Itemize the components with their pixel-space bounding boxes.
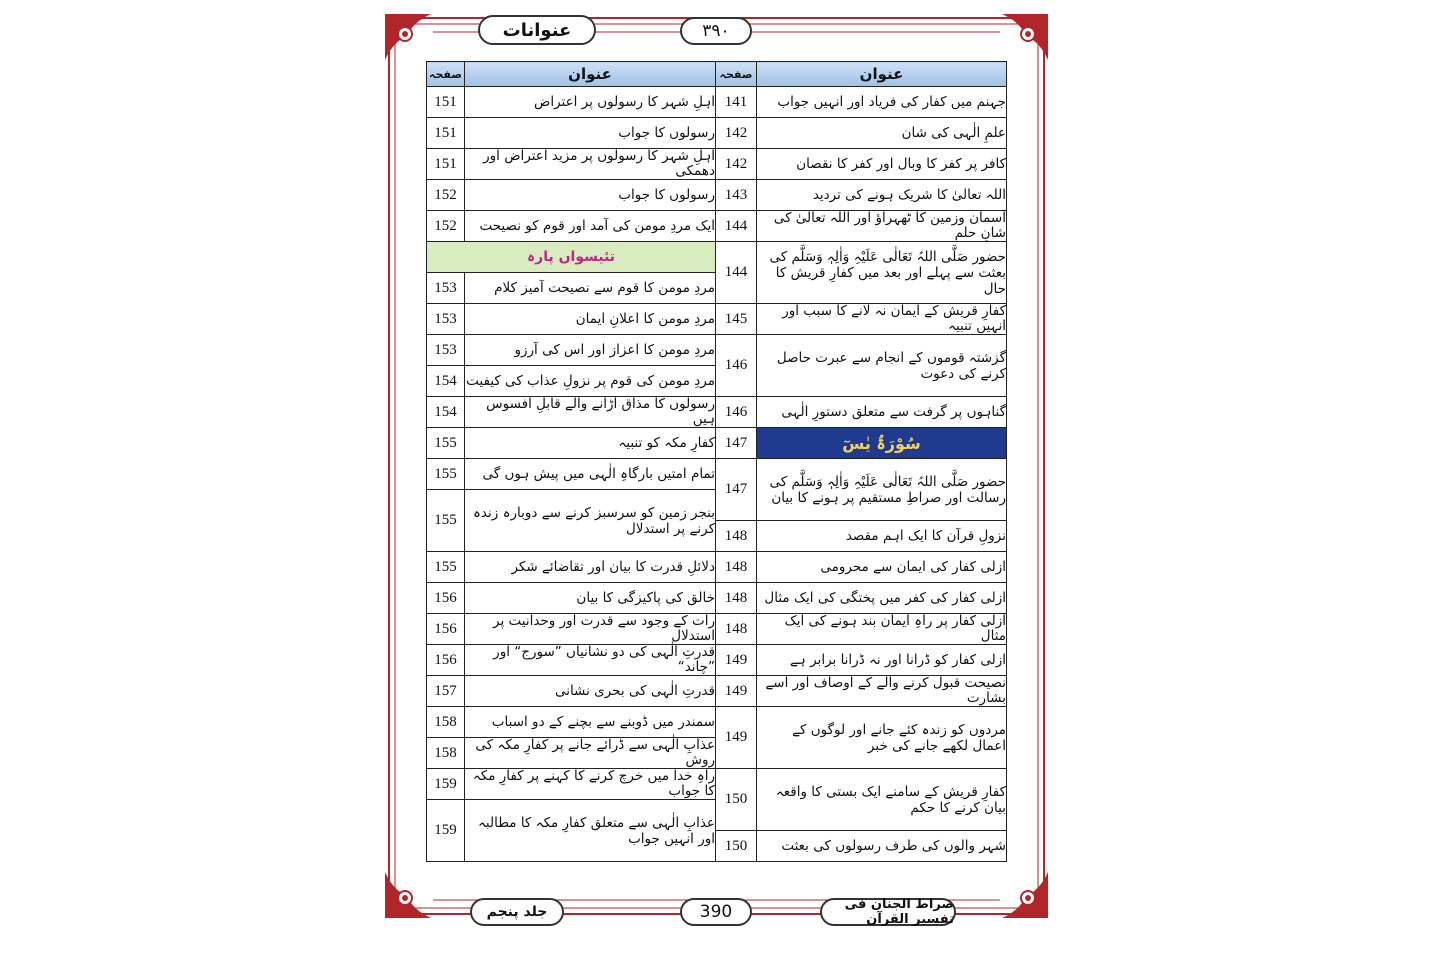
toc-page: 142 [716, 118, 757, 149]
toc-entry: گناہوں پر گرفت سے متعلق دستورِ الٰہی [757, 397, 1007, 428]
toc-entry: ایک مردِ مومن کی آمد اور قوم کو نصیحت [465, 211, 716, 242]
toc-page: 158 [427, 738, 465, 769]
toc-entry: اللہ تعالیٰ کا شریک ہونے کی تردید [757, 180, 1007, 211]
toc-page: 146 [716, 335, 757, 397]
toc-page: 145 [716, 304, 757, 335]
toc-entry: حضور صَلَّی اللہُ تَعَالٰی عَلَیْہِ وَاٰلِہٖ وَسَلَّم کی بعثت سے پہلے اور بعد میں کفارِ قریش کا حال [757, 242, 1007, 304]
corner-ornament-top-right [1002, 14, 1048, 60]
toc-page: 155 [427, 459, 465, 490]
toc-entry: ازلی کفار کو ڈرانا اور نہ ڈرانا برابر ہے [757, 645, 1007, 676]
toc-entry: سمندر میں ڈوبنے سے بچنے کے دو اسباب [465, 707, 716, 738]
toc-entry: قدرتِ الٰہی کی دو نشانیاں ”سورج“ اور ”چاند“ [465, 645, 716, 676]
toc-entry: رسولوں کا جواب [465, 118, 716, 149]
toc-page: 149 [716, 676, 757, 707]
toc-page: 143 [716, 180, 757, 211]
toc-page: 148 [716, 521, 757, 552]
toc-page: 155 [427, 490, 465, 552]
toc-page: 147 [716, 428, 757, 459]
toc-page: 148 [716, 614, 757, 645]
book-page [383, 12, 1050, 927]
toc-entry: عذابِ الٰہی سے ڈرائے جانے پر کفارِ مکہ کی روش [465, 738, 716, 769]
toc-page: 155 [427, 428, 465, 459]
toc-entry: مردِ مومن کا قوم سے نصیحت آمیز کلام [465, 273, 716, 304]
column-header-page: صفحہ [427, 62, 465, 87]
toc-entry: جہنم میں کفار کی فریاد اور انہیں جواب [757, 87, 1007, 118]
toc-entry: کافر پر کفر کا وبال اور کفر کا نقصان [757, 149, 1007, 180]
toc-page: 159 [427, 800, 465, 862]
toc-page: 150 [716, 769, 757, 831]
toc-entry: آسمان وزمین کا ٹھہراؤ اور اللہ تعالیٰ کی شانِ حلم [757, 211, 1007, 242]
toc-page: 159 [427, 769, 465, 800]
toc-entry: اہلِ شہر کا رسولوں پر اعتراض [465, 87, 716, 118]
toc-page: 153 [427, 273, 465, 304]
toc-entry: عذابِ الٰہی سے متعلق کفارِ مکہ کا مطالبہ اور انہیں جواب [465, 800, 716, 862]
para-heading: تئیسواں پارہ [427, 242, 716, 273]
toc-page: 156 [427, 583, 465, 614]
toc-entry: اہلِ شہر کا رسولوں پر مزید اعتراض اور دھمکی [465, 149, 716, 180]
toc-entry: ازلی کفار کی کفر میں پختگی کی ایک مثال [757, 583, 1007, 614]
toc-page: 153 [427, 304, 465, 335]
toc-entry: کفارِ قریش کے سامنے ایک بستی کا واقعہ بیان کرنے کا حکم [757, 769, 1007, 831]
footer-page-number: 390 [680, 898, 752, 926]
toc-page: 156 [427, 645, 465, 676]
toc-entry: مردِ مومن کی قوم پر نزولِ عذاب کی کیفیت [465, 366, 716, 397]
corner-ornament-bottom-right [1002, 872, 1048, 918]
toc-page: 155 [427, 552, 465, 583]
toc-page: 152 [427, 211, 465, 242]
toc-entry: نصیحت قبول کرنے والے کے اوصاف اور اسے بشارت [757, 676, 1007, 707]
toc-page: 157 [427, 676, 465, 707]
toc-entry: رسولوں کا مذاق اڑانے والے قابلِ افسوس ہیں [465, 397, 716, 428]
toc-entry: حضور صَلَّی اللہُ تَعَالٰی عَلَیْہِ وَاٰلِہٖ وَسَلَّم کی رسالت اور صراطِ مستقیم پر ہونے کا بیان [757, 459, 1007, 521]
column-header-page: صفحہ [716, 62, 757, 87]
toc-entry: کفارِ مکہ کو تنبیہ [465, 428, 716, 459]
toc-entry: خالق کی پاکیزگی کا بیان [465, 583, 716, 614]
toc-entry: دلائلِ قدرت کا بیان اور تقاضائے شکر [465, 552, 716, 583]
toc-page: 148 [716, 552, 757, 583]
toc-page: 148 [716, 583, 757, 614]
toc-entry: قدرتِ الٰہی کی بحری نشانی [465, 676, 716, 707]
column-header-title: عنوان [757, 62, 1007, 87]
toc-entry: رات کے وجود سے قدرت اور وحدانیت پر استدلال [465, 614, 716, 645]
toc-entry: علمِ الٰہی کی شان [757, 118, 1007, 149]
toc-page: 154 [427, 397, 465, 428]
toc-entry: راہِ خدا میں خرچ کرنے کا کہنے پر کفارِ مکہ کا جواب [465, 769, 716, 800]
toc-page: 152 [427, 180, 465, 211]
toc-page: 142 [716, 149, 757, 180]
toc-page: 151 [427, 118, 465, 149]
toc-entry: گزشتہ قوموں کے انجام سے عبرت حاصل کرنے کی دعوت [757, 335, 1007, 397]
surah-heading: سُوْرَۃُ یٰسٓ [757, 428, 1007, 459]
toc-entry: بنجر زمین کو سرسبز کرنے سے دوبارہ زندہ کرنے پر استدلال [465, 490, 716, 552]
right-toc-table [715, 61, 1007, 862]
header-title: عنوانات [478, 15, 596, 45]
corner-ornament-top-left [385, 14, 431, 60]
toc-page: 154 [427, 366, 465, 397]
toc-entry: مردِ مومن کا اعزاز اور اس کی آرزو [465, 335, 716, 366]
toc-page: 149 [716, 645, 757, 676]
toc-page: 151 [427, 87, 465, 118]
toc-entry: رسولوں کا جواب [465, 180, 716, 211]
toc-entry: ازلی کفار پر راہِ ایمان بند ہونے کی ایک مثال [757, 614, 1007, 645]
footer-volume: جلد پنجم [470, 898, 564, 926]
toc-entry: تمام امتیں بارگاہِ الٰہی میں پیش ہوں گی [465, 459, 716, 490]
toc-page: 158 [427, 707, 465, 738]
toc-page: 151 [427, 149, 465, 180]
toc-page: 150 [716, 831, 757, 862]
toc-page: 144 [716, 242, 757, 304]
toc-page: 141 [716, 87, 757, 118]
toc-entry: کفارِ قریش کے ایمان نہ لانے کا سبب اور انہیں تنبیہ [757, 304, 1007, 335]
toc-entry: مردوں کو زندہ کئے جانے اور لوگوں کے اعمال لکھے جانے کی خبر [757, 707, 1007, 769]
left-toc-table [426, 61, 716, 862]
toc-entry: ازلی کفار کی ایمان سے محرومی [757, 552, 1007, 583]
toc-page: 147 [716, 459, 757, 521]
toc-page: 144 [716, 211, 757, 242]
toc-page: 156 [427, 614, 465, 645]
footer-book-title: صراط الجنان فی تفسیر القرآن [820, 898, 956, 926]
toc-page: 153 [427, 335, 465, 366]
toc-page: 149 [716, 707, 757, 769]
toc-entry: شہر والوں کی طرف رسولوں کی بعثت [757, 831, 1007, 862]
corner-ornament-bottom-left [385, 872, 431, 918]
header-page-number: ۳۹۰ [680, 17, 752, 45]
toc-page: 146 [716, 397, 757, 428]
toc-entry: نزولِ قرآن کا ایک اہم مقصد [757, 521, 1007, 552]
column-header-title: عنوان [465, 62, 716, 87]
toc-entry: مردِ مومن کا اعلانِ ایمان [465, 304, 716, 335]
